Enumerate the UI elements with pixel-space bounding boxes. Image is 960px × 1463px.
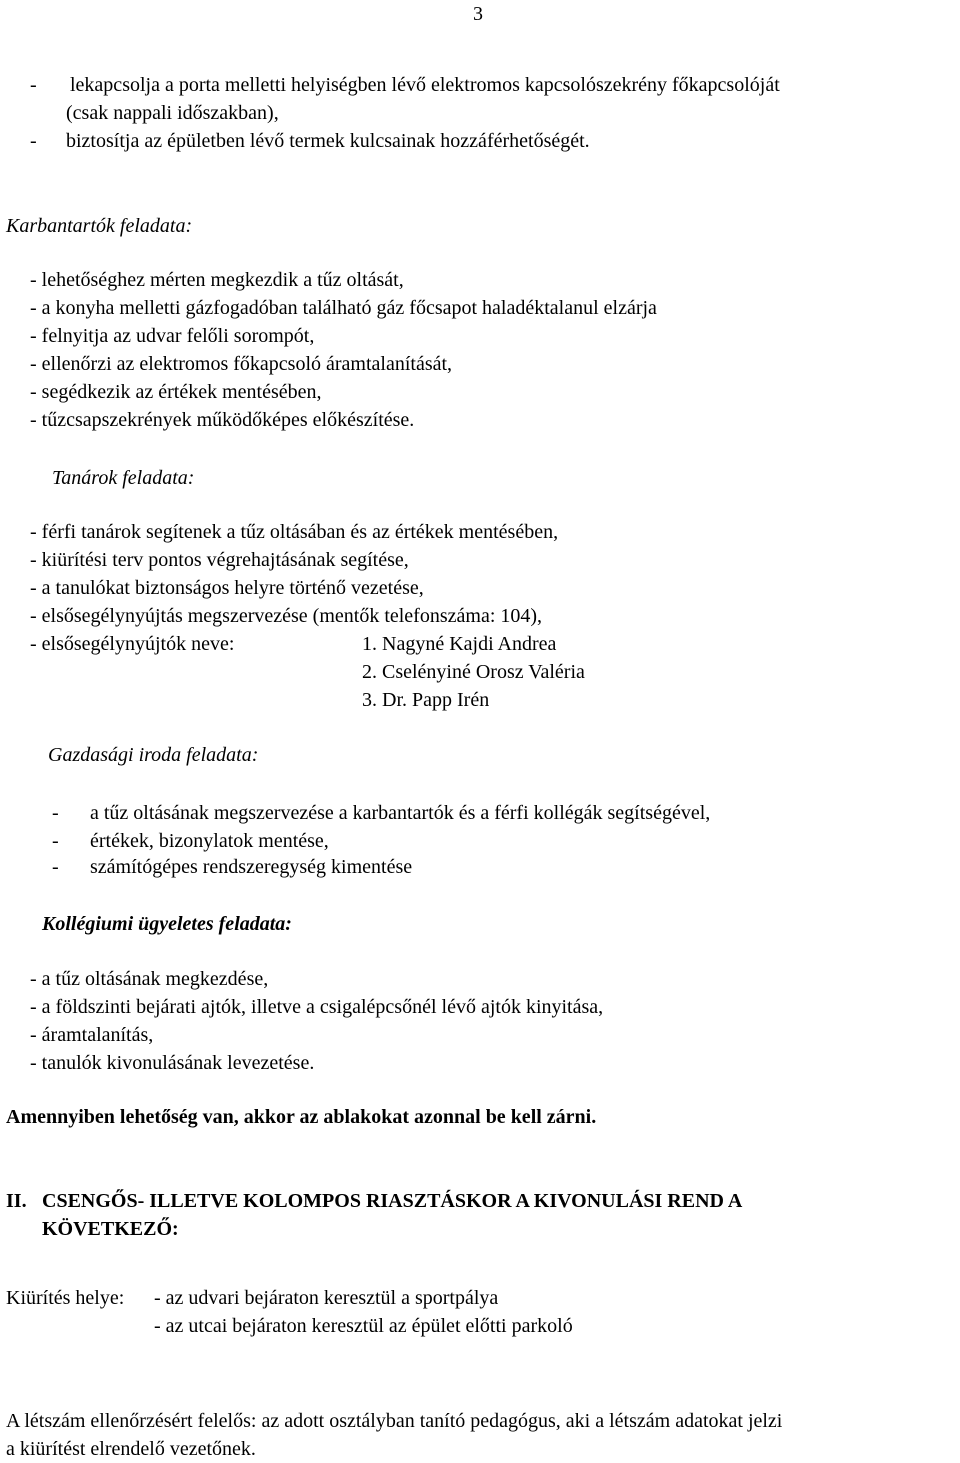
section-number: II.: [6, 1190, 27, 1212]
paragraph-line: A létszám ellenőrzésért felelős: az adott osztályban tanító pedagógus, aki a létszám adatokat jelzi: [6, 1410, 783, 1432]
list-item: értékek, bizonylatok mentése,: [90, 830, 329, 852]
list-item: számítógépes rendszeregység kimentése: [90, 856, 413, 878]
list-item: - tűzcsapszekrények működőképes előkészítése.: [30, 409, 415, 431]
list-item: - tanulók kivonulásának levezetése.: [30, 1052, 315, 1074]
list-item: - lehetőséghez mérten megkezdik a tűz oltását,: [30, 269, 404, 291]
list-item: - felnyitja az udvar felőli sorompót,: [30, 325, 315, 347]
first-aider-name: 1. Nagyné Kajdi Andrea: [362, 633, 557, 655]
list-item: - a földszinti bejárati ajtók, illetve a csigalépcsőnél lévő ajtók kinyitása,: [30, 996, 604, 1018]
list-item: - segédkezik az értékek mentésében,: [30, 381, 322, 403]
list-item: - elsősegélynyújtók neve:: [30, 633, 235, 655]
list-item-text: biztosítja az épületben lévő termek kulcsainak hozzáférhetőségét.: [66, 130, 590, 152]
first-aiders-list: [362, 630, 585, 714]
list-item: - a tanulókat biztonságos helyre történő vezetése,: [30, 577, 424, 599]
list-item-text: lekapcsolja a porta melletti helyiségben lévő elektromos kapcsolószekrény főkapcsolóját: [70, 74, 780, 96]
closing-windows-notice: Amennyiben lehetőség van, akkor az ablakokat azonnal be kell zárni.: [6, 1106, 597, 1128]
list-item: - kiürítési terv pontos végrehajtásának segítése,: [30, 549, 409, 571]
list-item: - a konyha melletti gázfogadóban található gáz főcsapot haladéktalanul elzárja: [30, 297, 657, 319]
section-title-line: KÖVETKEZŐ:: [42, 1218, 179, 1240]
list-dash: -: [30, 130, 37, 152]
list-item-text: (csak nappali időszakban),: [66, 102, 279, 124]
section-title-line: CSENGŐS- ILLETVE KOLOMPOS RIASZTÁSKOR A KIVONULÁSI REND A: [42, 1190, 743, 1212]
section-heading-gazdasagi: Gazdasági iroda feladata:: [48, 744, 259, 766]
section-title: [42, 1187, 742, 1243]
evacuation-places: [154, 1284, 573, 1340]
list-item: - elsősegélynyújtás megszervezése (mentők telefonszáma: 104),: [30, 605, 543, 627]
evacuation-place: - az utcai bejáraton keresztül az épület előtti parkoló: [154, 1315, 573, 1337]
evacuation-place: - az udvari bejáraton keresztül a sportpálya: [154, 1287, 499, 1309]
kollegiumi-list: [30, 965, 603, 1077]
section-heading-karbantartok: Karbantartók feladata:: [6, 215, 193, 237]
list-item: a tűz oltásának megszervezése a karbantartók és a férfi kollégák segítségével,: [90, 802, 711, 824]
paragraph-line: a kiürítést elrendelő vezetőnek.: [6, 1438, 256, 1460]
list-dash: -: [52, 830, 59, 852]
list-dash: -: [52, 856, 59, 878]
section-heading-kollegiumi: Kollégiumi ügyeletes feladata:: [42, 913, 292, 935]
page-number: 3: [473, 3, 483, 25]
first-aider-name: 2. Cselényiné Orosz Valéria: [362, 661, 585, 683]
list-item: - ellenőrzi az elektromos főkapcsoló áramtalanítását,: [30, 353, 453, 375]
list-dash: -: [30, 74, 37, 96]
list-item: - a tűz oltásának megkezdése,: [30, 968, 269, 990]
section-heading-tanarok: Tanárok feladata:: [52, 467, 195, 489]
evacuation-label: Kiürítés helye:: [6, 1287, 125, 1309]
list-item: - férfi tanárok segítenek a tűz oltásában és az értékek mentésében,: [30, 521, 559, 543]
headcount-paragraph: [6, 1407, 782, 1463]
list-item: - áramtalanítás,: [30, 1024, 154, 1046]
first-aider-name: 3. Dr. Papp Irén: [362, 689, 490, 711]
list-dash: -: [52, 802, 59, 824]
karbantartok-list: [30, 266, 657, 434]
